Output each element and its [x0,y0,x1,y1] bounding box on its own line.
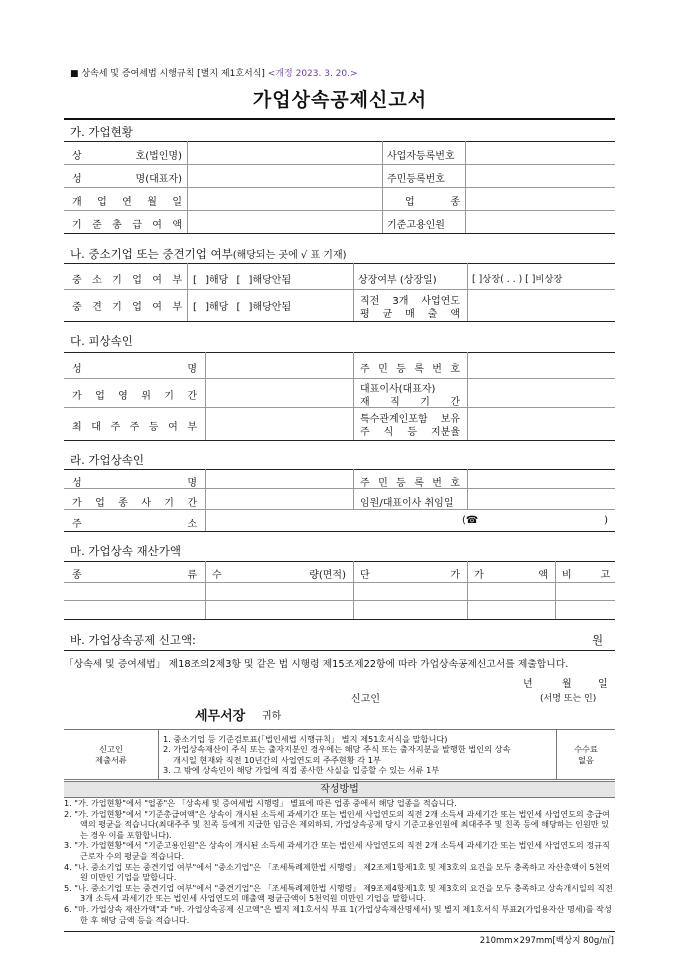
sme-label: 중 소 기 업 여 부 [72,275,182,286]
trade-name-label: 상 호(법인명) [72,151,182,162]
heir-work-period-label: 가 업 종 사 기 간 [72,498,197,509]
form-reference [70,66,358,79]
avg-sales-label-b: 평 균 매 출 액 [360,309,460,320]
revision-date: <개정 2023. 3. 20.> [267,69,358,79]
industry-label: 업 종 [405,197,460,208]
section-f-title: 바. 가업상속공제 신고액: [70,633,196,647]
attachments-table [64,729,615,780]
base-salary-label: 기 준 총 급 여 액 [72,220,182,231]
instruction-6: 6. "마. 가업상속 재산가액"과 "바. 가업상속공제 신고액"은 별지 제1호서식 부표 1(가업상속재산명세서) 및 별지 제1호서식 부표2(가업용자산 명세)를 작성한 후 해당 금액 등을 적습니다. [64,903,612,925]
attachments-list [159,730,557,780]
section-c-title: 다. 피상속인 [70,334,133,348]
date-year: 년 [523,679,533,690]
instructions-list [64,798,615,925]
attachment-item-3: 3. 그 밖에 상속인이 해당 가업에 직접 종사한 사실을 입증할 수 있는 서류 1부 [163,765,440,775]
col-quantity: 수 량(면적) [212,570,346,581]
recipient-suffix: 귀하 [262,711,282,722]
paper-size-note: 210mm×297mm[백상지 80g/㎡] [479,936,614,946]
listing-choices[interactable]: [ ]상장( . . ) [ ]비상장 [472,274,563,285]
col-type: 종 류 [72,570,197,581]
instruction-2: 2. "가. 가업현황"에서 "기준총급여액"은 상속이 개시된 소득세 과세기간 또는 법인세 사업연도의 직전 2개 소득세 과세기간 또는 법인세 사업연도의 총급여액의 평균을 적습니다(최대주주 및 친족 등에게 지급한 임금은 제외하되, 가업상속공제 당시 기준고용인원에 최대주주 및 친족 등에 해당하는 인원만 있는 경우 이를 포함합니다). [64,808,610,840]
mid-sized-label: 중 견 기 업 여 부 [72,302,182,313]
signature-field[interactable]: (서명 또는 인) [540,694,597,704]
submission-statement: 「상속세 및 증여세법」 제18조의2제3항 및 같은 법 시행령 제15조제22항에 따라 가업상속공제신고서를 제출합니다. [64,659,569,670]
representative-label: 성 명(대표자) [72,174,182,185]
section-b-title-text: 나. 중소기업 또는 중견기업 여부 [70,247,233,261]
business-reg-label: 사업자등록번호 [387,151,455,162]
instruction-4: 4. "나. 중소기업 또는 중견기업 여부"에서 "중소기업"은 「조세특례제한법 시행령」 제2조제1항제1호 및 제3호의 요건을 모두 충족하고 자산총액이 5천억원 미만인 기업을 말합니다. [64,861,611,883]
listing-label: 상장여부 (상장일) [358,275,437,286]
col-amount: 가 액 [474,570,548,581]
avg-sales-label-a: 직전 3개 사업연도 [360,296,460,307]
section-e-title: 마. 가업상속 재산가액 [70,544,181,558]
instruction-1: 1. "가. 가업현황"에서 "업종"은 「상속세 및 증여세법 시행령」 별표에 따른 업종 중에서 해당 업종을 적습니다. [64,798,457,808]
address-label: 주 소 [72,519,197,530]
attachments-label-b: 제출서류 [95,754,127,765]
instruction-5: 5. "나. 중소기업 또는 중견기업 여부"에서 "중견기업"은 「조세특례제한법 시행령」 제9조제4항제1호 및 제3호의 요건을 모두 충족하고 상속개시일의 직전 3개 소득세 과세기간 또는 법인세 사업연도의 매출액 평균금액이 5천억원 미만인 기업을 말합니다. [64,882,613,904]
col-remarks: 비 고 [562,570,610,581]
amount-unit: 원 [592,633,604,647]
date-day: 일 [598,679,608,690]
section-d-title: 라. 가업상속인 [70,453,144,467]
fee-label: 수수료 [574,743,598,754]
phone-icon: (☎ [462,515,479,526]
section-b-title [70,246,347,262]
share-ratio-label-b: 주 식 등 지분율 [360,427,460,438]
form-ref-text: ■ 상속세 및 증여세법 시행규칙 [별지 제1호서식] [70,69,265,79]
attachment-item-1: 1. 중소기업 등 기준검토표(「법인세법 시행규칙」 별지 제51호서식을 말합니다) [163,733,448,744]
attachment-item-2: 2. 가업상속재산이 주식 또는 출자지분인 경우에는 해당 주식 또는 출자지분을 발행한 법인의 상속 [163,744,511,754]
page-title: 가업상속공제신고서 [252,89,428,111]
resident-no-label: 주민등록번호 [387,174,445,185]
share-ratio-label-a: 특수관계인포함 보유 [360,414,460,425]
section-a-title: 가. 가업현황 [70,125,133,139]
tax-office-head: 세무서장 [195,709,246,724]
opening-date-label: 개 업 연 월 일 [72,197,182,208]
ceo-tenure-label-b: 재 직 기 간 [360,397,460,408]
decedent-name-label: 성 명 [72,364,197,375]
attachment-item-2b: 개시일 현재와 직전 10년간의 사업연도의 주주현황 각 1부 [173,754,381,765]
col-unit-price: 단 가 [360,570,460,581]
phone-field[interactable]: (☎ ) [462,515,608,526]
inauguration-label: 임원/대표이사 취임일 [360,498,454,509]
sme-choices[interactable]: [ ]해당 [ ]해당안됨 [193,275,292,286]
business-period-label: 가 업 영 위 기 간 [72,391,197,402]
instruction-3: 3. "가. 가업현황"에서 "기준고용인원"은 상속이 개시된 소득세 과세기간 또는 법인세 사업연도의 직전 2개 소득세 과세기간 또는 법인세 사업연도의 정규직근로자 수의 평균을 적습니다. [64,840,610,861]
ceo-tenure-label-a: 대표이사(대표자) [360,384,436,395]
heir-resident-label: 주 민 등 록 번 호 [360,478,460,489]
heir-name-label: 성 명 [72,478,197,489]
base-employment-label: 기준고용인원 [387,220,445,231]
fee-value: 없음 [578,754,594,765]
instructions-title: 작성방법 [64,781,615,798]
decedent-resident-label: 주 민 등 록 번 호 [360,364,460,375]
section-b-note: (해당되는 곳에 √ 표 기재) [232,250,347,261]
mid-sized-choices[interactable]: [ ]해당 [ ]해당안됨 [193,302,292,313]
major-shareholder-label: 최 대 주 주 등 여 부 [72,422,197,433]
date-month: 월 [562,679,572,690]
signer-label: 신고인 [351,694,380,705]
attachments-label [64,730,159,780]
attachments-label-a: 신고인 [99,743,123,754]
fee-cell [557,730,616,780]
